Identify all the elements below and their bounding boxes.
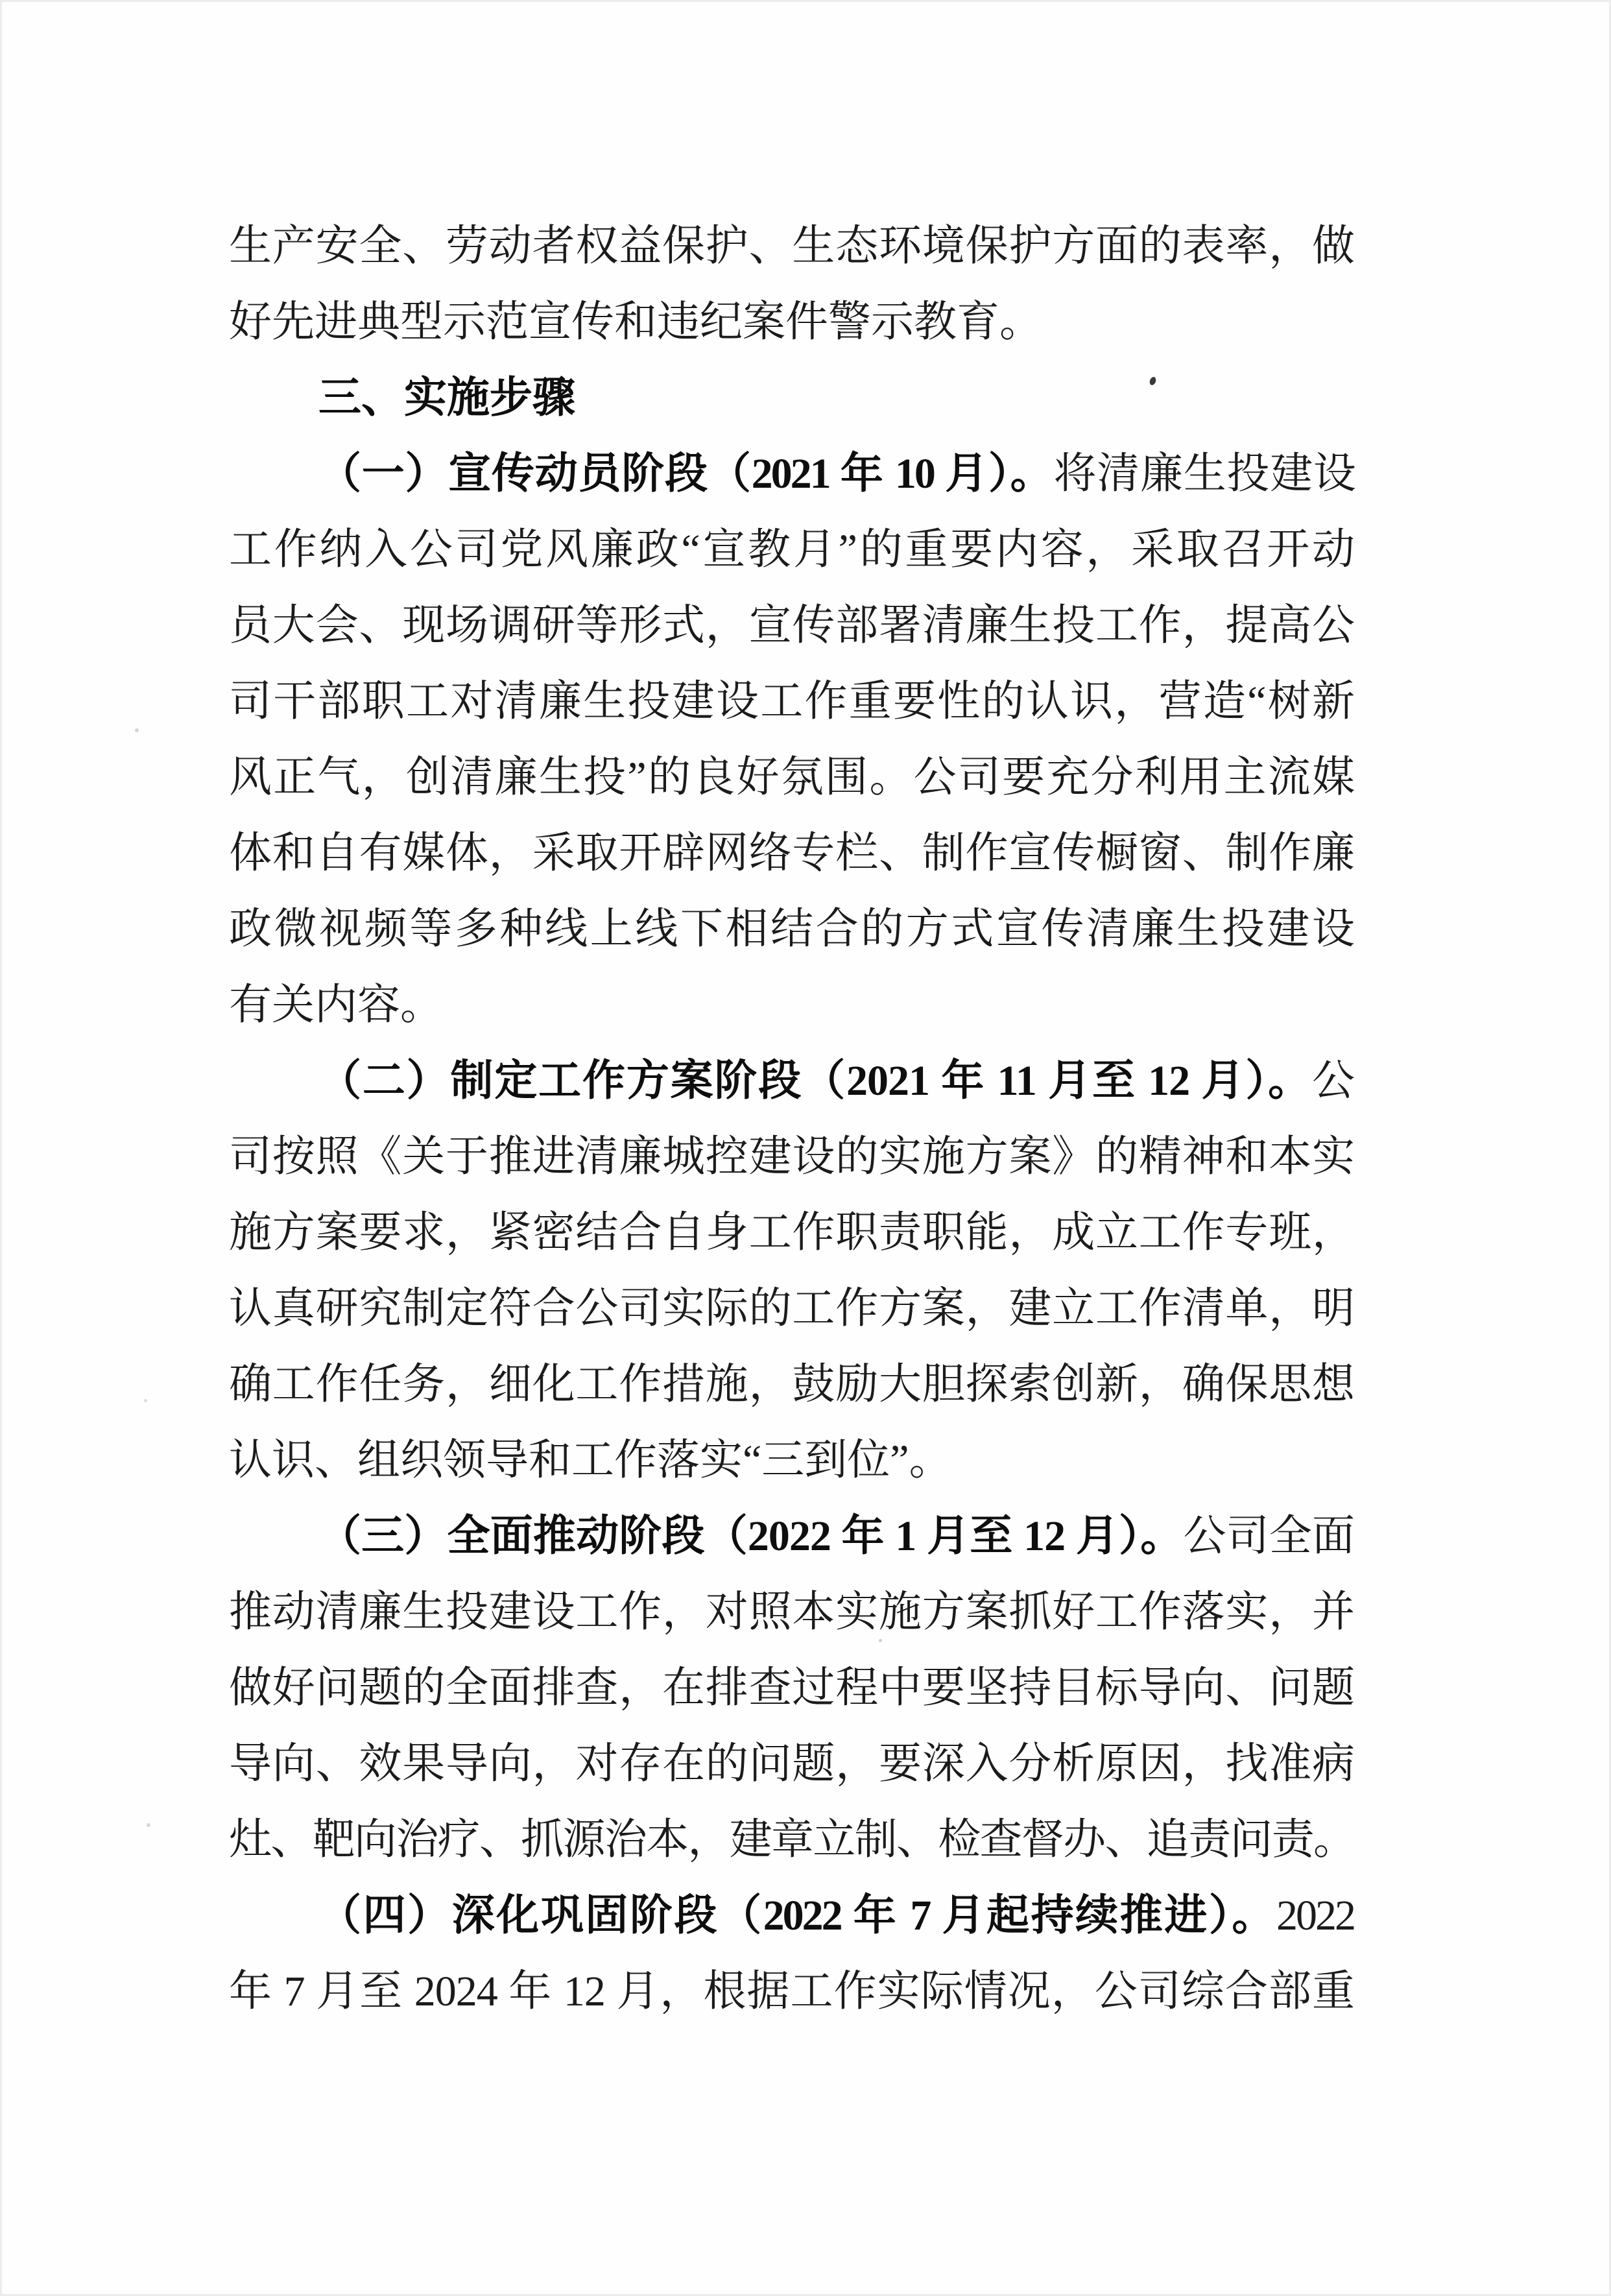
text-line [229,1422,1354,1498]
text-segment: 公 [1312,1057,1354,1105]
text-line [229,208,1354,284]
text-segment: 做好问题的全面排查，在排查过程中要坚持目标导向、问题 [229,1664,1354,1712]
text-segment: 工作纳入公司党风廉政“宣教月”的重要内容，采取召开动 [229,526,1354,573]
text-segment: 年 7 月至 2024 年 12 月，根据工作实际情况，公司综合部重 [229,1968,1354,2015]
text-segment: 推动清廉生投建设工作，对照本实施方案抓好工作落实，并 [229,1588,1354,1636]
text-segment: 政微视频等多种线上线下相结合的方式宣传清廉生投建设 [229,905,1354,953]
text-line [229,815,1354,891]
text-segment: 认识、组织领导和工作落实“三到位”。 [229,1437,952,1484]
text-line [229,1726,1354,1802]
text-line [229,739,1354,815]
text-line [229,284,1354,360]
text-segment: 司干部职工对清廉生投建设工作重要性的认识，营造“树新 [229,678,1354,725]
text-segment: 员大会、现场调研等形式，宣传部署清廉生投工作，提高公 [229,602,1354,649]
bold-text-segment: 三、实施步骤 [318,374,575,422]
text-line [229,967,1354,1043]
text-segment: 有关内容。 [229,981,443,1029]
text-line [229,1195,1354,1271]
text-line [229,1650,1354,1726]
text-segment: 将清廉生投建设 [1053,450,1355,497]
text-line [229,664,1354,739]
bold-text-segment: （三）全面推动阶段（2022 年 1 月至 12 月）。 [318,1513,1184,1560]
document-lines [229,208,1354,2029]
bold-text-segment: （二）制定工作方案阶段（2021 年 11 月至 12 月）。 [318,1057,1312,1105]
text-line [229,1043,1354,1119]
text-segment: 认真研究制定符合公司实际的工作方案，建立工作清单，明 [229,1285,1354,1332]
text-line [229,1346,1354,1422]
text-segment: 好先进典型示范宣传和违纪案件警示教育。 [229,298,1042,346]
bold-text-segment: （一）宣传动员阶段（2021 年 10 月）。 [318,450,1054,497]
text-segment: 司按照《关于推进清廉城控建设的实施方案》的精神和本实 [229,1133,1354,1180]
text-segment: 体和自有媒体，采取开辟网络专栏、制作宣传橱窗、制作廉 [229,830,1354,877]
text-line [229,1802,1354,1878]
scan-speck [879,1639,882,1642]
scan-speck [144,1399,147,1402]
text-line [229,436,1354,512]
text-segment: 风正气，创清廉生投”的良好氛围。公司要充分利用主流媒 [229,754,1354,801]
text-line [229,1271,1354,1346]
text-segment: 公司全面 [1183,1513,1354,1560]
text-segment: 导向、效果导向，对存在的问题，要深入分析原因，找准病 [229,1740,1354,1788]
scan-speck [147,1823,150,1827]
scan-speck [135,728,139,732]
text-line [229,1954,1354,2029]
text-segment: 2022 [1276,1892,1354,1939]
text-segment: 生产安全、劳动者权益保护、生态环境保护方面的表率，做 [229,222,1354,270]
text-segment: 灶、靶向治疗、抓源治本，建章立制、检查督办、追责问责。 [229,1816,1354,1863]
text-line [229,512,1354,588]
text-line [229,1119,1354,1195]
section-heading [229,360,1354,436]
text-line [229,1878,1354,1954]
text-line [229,891,1354,967]
text-segment: 确工作任务，细化工作措施，鼓励大胆探索创新，确保思想 [229,1361,1354,1408]
bold-text-segment: （四）深化巩固阶段（2022 年 7 月起持续推进）。 [318,1892,1276,1939]
text-line [229,588,1354,664]
text-line [229,1498,1354,1574]
text-segment: 施方案要求，紧密结合自身工作职责职能，成立工作专班， [229,1209,1354,1256]
text-line [229,1574,1354,1650]
